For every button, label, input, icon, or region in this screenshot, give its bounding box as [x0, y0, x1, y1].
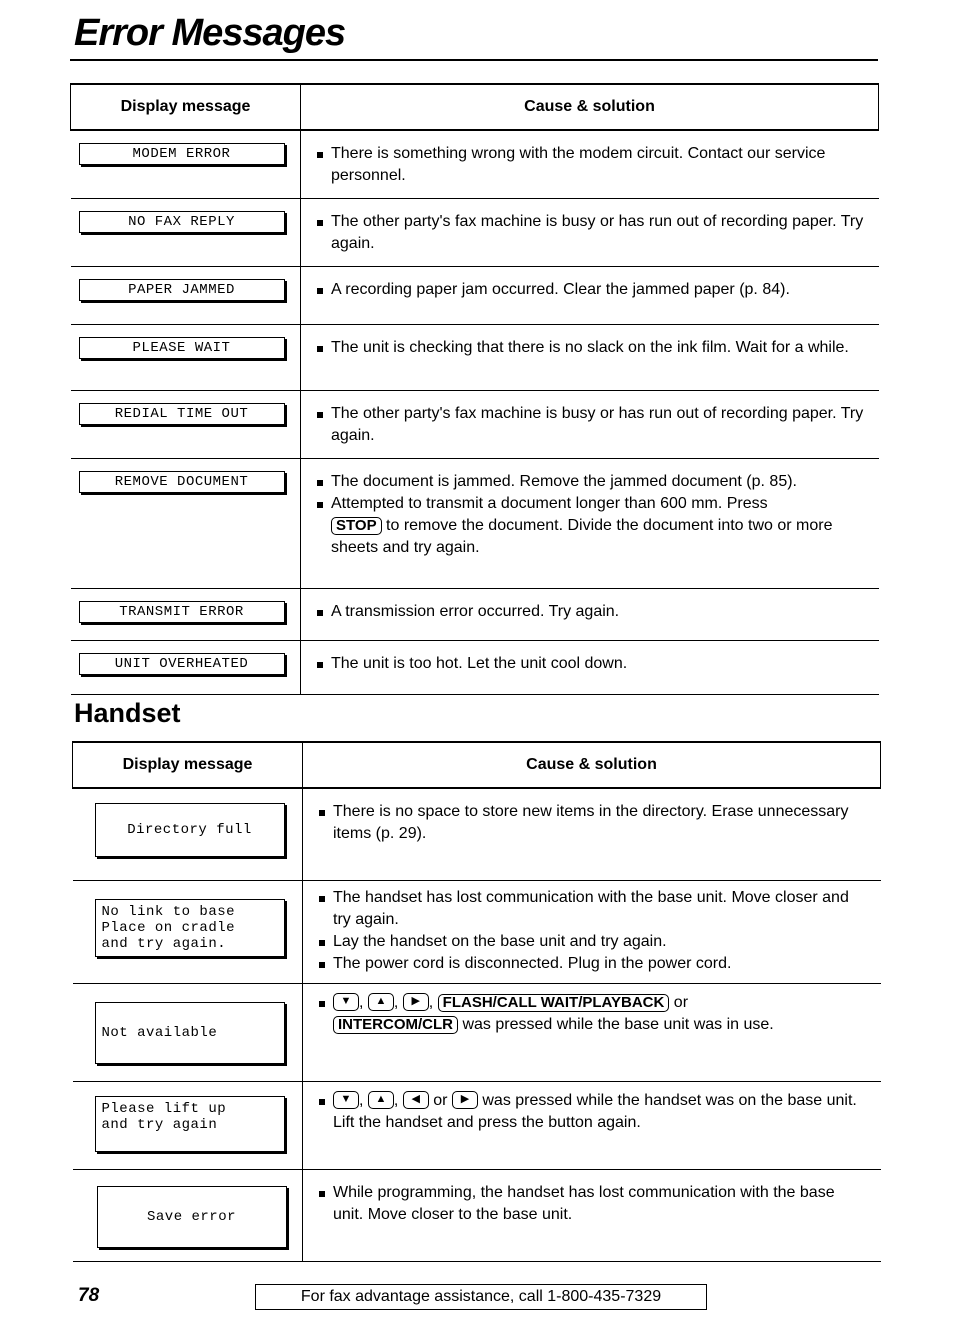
cause-item: There is no space to store new items in the directory. Erase unnecessary items (p. 29).	[317, 801, 867, 845]
table-row	[71, 588, 879, 640]
display-message	[97, 1186, 287, 1248]
or-word: or	[673, 993, 689, 1011]
table-row	[73, 983, 881, 1081]
display-line: Save error	[146, 1208, 236, 1225]
display-message	[95, 803, 285, 857]
assistance-banner: For fax advantage assistance, call 1-800-435-7329	[255, 1284, 707, 1310]
table-row	[71, 130, 879, 198]
cause-item: Lay the handset on the base unit and try again.	[317, 931, 867, 953]
header-row	[73, 742, 881, 788]
display-line: Not available	[101, 1024, 218, 1041]
cause-item: The other party's fax machine is busy or has run out of recording paper. Try again.	[315, 211, 865, 255]
cause-text: was pressed while the base unit was in use.	[462, 1015, 774, 1033]
display-message: MODEM ERROR	[79, 143, 285, 165]
base-error-table	[70, 83, 879, 695]
right-arrow-icon: ▶	[452, 1091, 478, 1109]
cause-item: ▼ , ▲ , ▶ , FLASH/CALL WAIT/PLAYBACK or INTERCOM/CLR was pressed while the base unit was in use.	[317, 992, 867, 1036]
table-row	[73, 1169, 881, 1261]
up-arrow-icon: ▲	[368, 1091, 394, 1109]
right-arrow-icon: ▶	[403, 993, 429, 1011]
cause-text: Attempted to transmit a document longer than 600 mm. Press	[331, 494, 768, 512]
display-column-header: Display message	[73, 742, 303, 788]
table-row	[71, 390, 879, 458]
table-row	[73, 1081, 881, 1169]
display-message: REMOVE DOCUMENT	[79, 471, 285, 493]
cause-column-header: Cause & solution	[303, 742, 881, 788]
header-row	[71, 84, 879, 130]
cause-item: A transmission error occurred. Try again.	[315, 601, 865, 623]
down-arrow-icon: ▼	[333, 1091, 359, 1109]
page-number: 78	[78, 1285, 100, 1306]
cause-item: The document is jammed. Remove the jammed document (p. 85).	[315, 471, 865, 493]
display-line: No link to base	[101, 903, 236, 920]
display-message	[95, 899, 285, 957]
left-arrow-icon: ◀	[403, 1091, 429, 1109]
table-row	[73, 880, 881, 983]
cause-item: The power cord is disconnected. Plug in the power cord.	[317, 953, 867, 975]
display-message: UNIT OVERHEATED	[79, 653, 285, 675]
table-row	[71, 266, 879, 324]
display-line: Please lift up	[101, 1100, 227, 1117]
table-row	[71, 640, 879, 694]
down-arrow-icon: ▼	[333, 993, 359, 1011]
cause-item: There is something wrong with the modem circuit. Contact our service personnel.	[315, 143, 865, 187]
page-title: Error Messages	[74, 12, 346, 54]
cause-item: The unit is checking that there is no slack on the ink film. Wait for a while.	[315, 337, 865, 359]
display-message: PLEASE WAIT	[79, 337, 285, 359]
display-line: and try again	[101, 1116, 218, 1133]
cause-item	[315, 493, 865, 559]
cause-item: The unit is too hot. Let the unit cool down.	[315, 653, 865, 675]
flash-key: FLASH/CALL WAIT/PLAYBACK	[438, 994, 670, 1012]
table-row	[71, 458, 879, 588]
up-arrow-icon: ▲	[368, 993, 394, 1011]
display-message	[95, 1096, 285, 1152]
or-word: or	[433, 1091, 448, 1109]
display-message: REDIAL TIME OUT	[79, 403, 285, 425]
display-message: NO FAX REPLY	[79, 211, 285, 233]
display-message: TRANSMIT ERROR	[79, 601, 285, 623]
table-row	[73, 788, 881, 880]
cause-text: to remove the document. Divide the document into two or more sheets and try again.	[331, 516, 833, 556]
cause-item: While programming, the handset has lost communication with the base unit. Move closer to the base unit.	[317, 1182, 867, 1226]
intercom-key: INTERCOM/CLR	[333, 1016, 458, 1034]
display-line: Place on cradle	[101, 919, 236, 936]
display-message	[95, 1002, 285, 1064]
cause-text: was pressed while the handset was on the base unit. Lift the handset and press the button again.	[333, 1091, 857, 1131]
cause-item: The handset has lost communication with the base unit. Move closer and try again.	[317, 887, 867, 931]
cause-column-header: Cause & solution	[301, 84, 879, 130]
display-message: PAPER JAMMED	[79, 279, 285, 301]
display-column-header: Display message	[71, 84, 301, 130]
handset-error-table	[72, 741, 881, 1262]
display-line: Directory full	[127, 822, 252, 838]
cause-item: ▼ , ▲ , ◀ or ▶ was pressed while the handset was on the base unit. Lift the handset and press the button again.	[317, 1090, 867, 1134]
cause-item: A recording paper jam occurred. Clear the jammed paper (p. 84).	[315, 279, 865, 301]
handset-title: Handset	[74, 698, 181, 728]
stop-key: STOP	[331, 517, 382, 535]
display-line: and try again.	[101, 935, 227, 952]
table-row	[71, 324, 879, 390]
cause-item: The other party's fax machine is busy or has run out of recording paper. Try again.	[315, 403, 865, 447]
title-rule	[70, 59, 878, 61]
table-row	[71, 198, 879, 266]
